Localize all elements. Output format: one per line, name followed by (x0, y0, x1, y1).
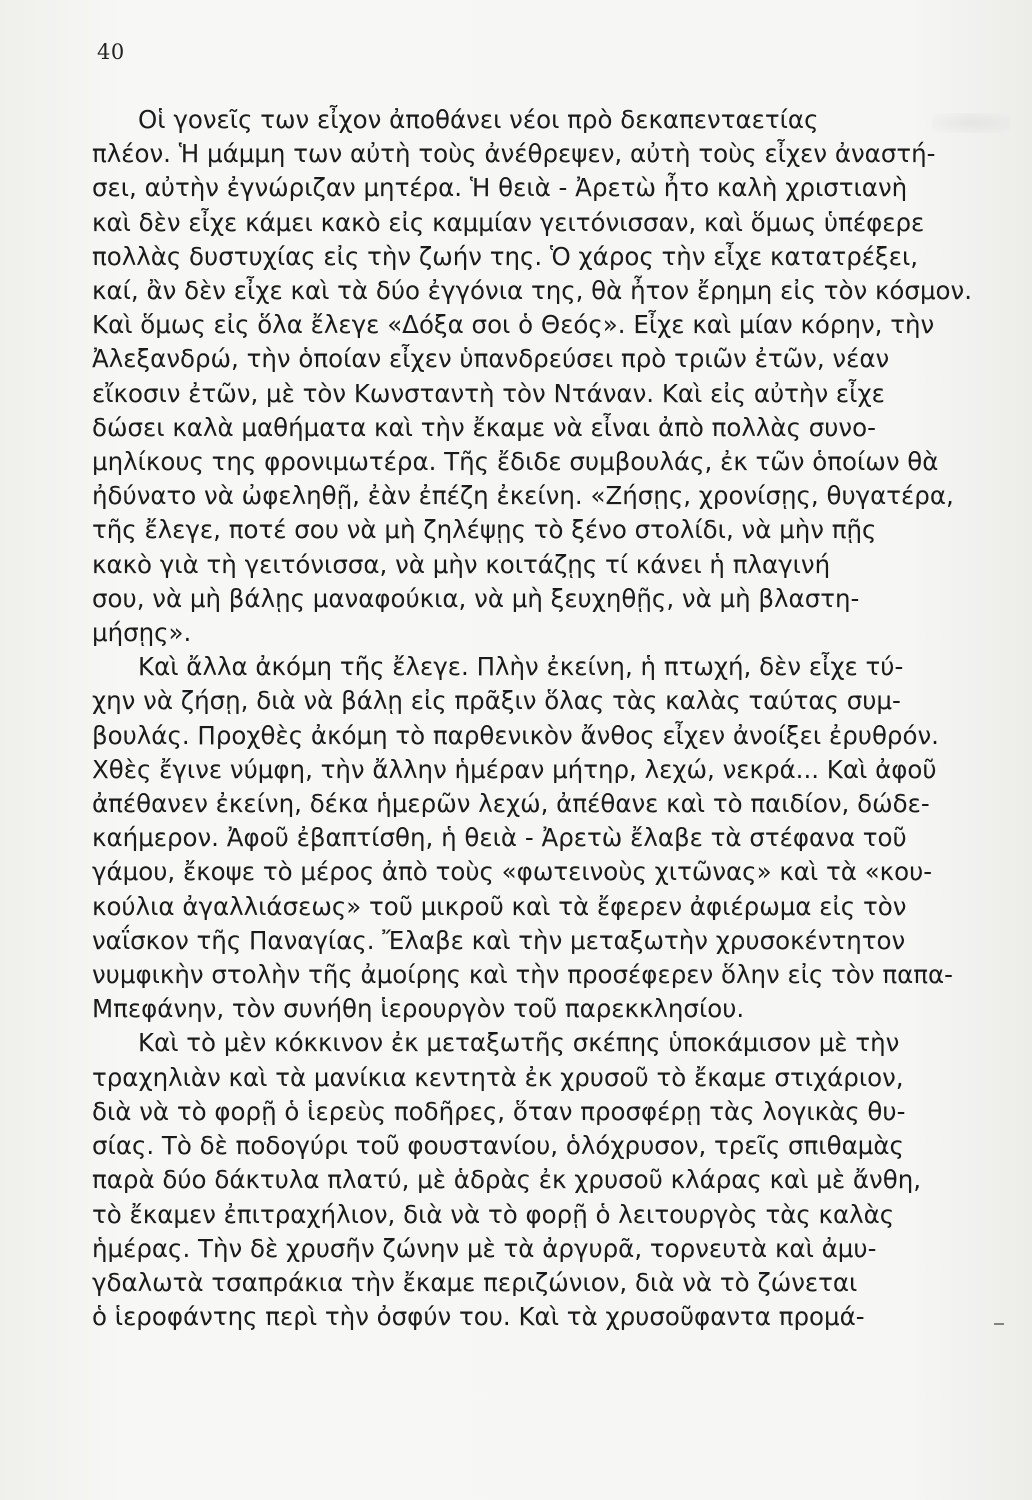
text-line: πλέον. Ἡ μάμμη των αὐτὴ τοὺς ἀνέθρεψεν, αὐτὴ τοὺς εἶχεν ἀναστή- (92, 139, 936, 169)
text-line: κούλια ἀγαλλιάσεως» τοῦ μικροῦ καὶ τὰ ἔφερεν ἀφιέρωμα εἰς τὸν (92, 891, 907, 921)
text-line: μήσῃς». (92, 618, 192, 648)
text-line: τραχηλιὰν καὶ τὰ μανίκια κεντητὰ ἐκ χρυσοῦ τὸ ἔκαμε στιχάριον, (92, 1062, 904, 1092)
margin-mark (994, 1323, 1004, 1325)
text-line: δώσει καλὰ μαθήματα καὶ τὴν ἔκαμε νὰ εἶναι ἀπὸ πολλὰς συνο- (92, 412, 876, 442)
text-line: εἴκοσιν ἐτῶν, μὲ τὸν Κωνσταντὴ τὸν Ντάναν. Καὶ εἰς αὐτὴν εἶχε (92, 378, 885, 408)
text-line: Οἱ γονεῖς των εἶχον ἀποθάνει νέοι πρὸ δεκαπενταετίας (138, 105, 819, 134)
body-text (92, 103, 972, 1334)
text-line: ὁ ἱεροφάντης περὶ τὴν ὀσφύν του. Καὶ τὰ χρυσοῦφαντα προμά- (92, 1302, 865, 1332)
paragraph-3 (92, 1026, 958, 1334)
text-line: γδαλωτὰ τσαπράκια τὴν ἔκαμε περιζώνιον, διὰ νὰ τὸ ζώνεται (92, 1267, 858, 1297)
text-line: σου, νὰ μὴ βάλῃς μαναφούκια, νὰ μὴ ξευχηθῇς, νὰ μὴ βλαστη- (92, 583, 860, 613)
text-line: τῆς ἔλεγε, ποτέ σου νὰ μὴ ζηλέψῃς τὸ ξένο στολίδι, νὰ μὴν πῇς (92, 515, 877, 545)
text-line: διὰ νὰ τὸ φορῇ ὁ ἱερεὺς ποδῆρες, ὅταν προσφέρῃ τὰς λογικὰς θυ- (92, 1096, 906, 1126)
text-line: χην νὰ ζήσῃ, διὰ νὰ βάλῃ εἰς πρᾶξιν ὅλας τὰς καλὰς ταύτας συμ- (92, 686, 901, 716)
text-line: μηλίκους της φρονιμωτέρα. Τῆς ἔδιδε συμβουλάς, ἐκ τῶν ὁποίων θὰ (92, 447, 939, 477)
text-line: Μπεφάνην, τὸν συνήθη ἱερουργὸν τοῦ παρεκκλησίου. (92, 994, 745, 1024)
text-line: Καὶ ὅμως εἰς ὅλα ἔλεγε «Δόξα σοι ὁ Θεός». Εἶχε καὶ μίαν κόρην, τὴν (92, 310, 935, 340)
text-line: Ἀλεξανδρώ, τὴν ὁποίαν εἶχεν ὑπανδρεύσει πρὸ τριῶν ἐτῶν, νέαν (92, 344, 890, 374)
paragraph-2 (92, 650, 958, 1026)
text-line: καὶ δὲν εἶχε κάμει κακὸ εἰς καμμίαν γειτόνισσαν, καὶ ὅμως ὑπέφερε (92, 207, 925, 237)
text-line: βουλάς. Προχθὲς ἀκόμη τὸ παρθενικὸν ἄνθος εἶχεν ἀνοίξει ἐρυθρόν. (92, 720, 939, 750)
text-line: Χθὲς ἔγινε νύμφη, τὴν ἄλλην ἡμέραν μήτηρ, λεχώ, νεκρά... Καὶ ἀφοῦ (92, 754, 937, 784)
text-line: νυμφικὴν στολὴν τῆς ἀμοίρης καὶ τὴν προσέφερεν ὅλην εἰς τὸν παπα- (92, 960, 954, 990)
text-line: Καὶ ἄλλα ἀκόμη τῆς ἔλεγε. Πλὴν ἐκείνη, ἡ πτωχή, δὲν εἶχε τύ- (138, 652, 904, 682)
text-line: τὸ ἔκαμεν ἐπιτραχήλιον, διὰ νὰ τὸ φορῇ ὁ λειτουργὸς τὰς καλὰς (92, 1199, 895, 1229)
text-line: κακὸ γιὰ τὴ γειτόνισσα, νὰ μὴν κοιτάζῃς τί κάνει ἡ πλαγινή (92, 549, 831, 579)
paragraph-1 (92, 103, 972, 650)
text-line: ἠδύνατο νὰ ὠφεληθῇ, ἐὰν ἐπέζη ἐκείνη. «Ζήσῃς, χρονίσῃς, θυγατέρα, (92, 481, 954, 511)
text-line: ναΐσκον τῆς Παναγίας. Ἔλαβε καὶ τὴν μεταξωτὴν χρυσοκέντητον (92, 925, 906, 955)
text-line: ἀπέθανεν ἐκείνη, δέκα ἡμερῶν λεχώ, ἀπέθανε καὶ τὸ παιδίον, δώδε- (92, 789, 930, 819)
text-line: ἡμέρας. Τὴν δὲ χρυσῆν ζώνην μὲ τὰ ἀργυρᾶ, τορνευτὰ καὶ ἀμυ- (92, 1233, 877, 1263)
text-line: παρὰ δύο δάκτυλα πλατύ, μὲ ἁδρὰς ἐκ χρυσοῦ κλάρας καὶ μὲ ἄνθη, (92, 1165, 922, 1195)
text-line: Καὶ τὸ μὲν κόκκινον ἐκ μεταξωτῆς σκέπης ὑποκάμισον μὲ τὴν (138, 1028, 900, 1058)
text-line: σίας. Τὸ δὲ ποδογύρι τοῦ φουστανίου, ὁλόχρυσον, τρεῖς σπιθαμὰς (92, 1131, 904, 1161)
text-line: καί, ἂν δὲν εἶχε καὶ τὰ δύο ἐγγόνια της, θὰ ἦτον ἔρημη εἰς τὸν κόσμον. (92, 276, 972, 306)
page-number: 40 (97, 40, 125, 64)
text-line: πολλὰς δυστυχίας εἰς τὴν ζωήν της. Ὁ χάρος τὴν εἶχε κατατρέξει, (92, 241, 919, 271)
text-line: καήμερον. Ἀφοῦ ἐβαπτίσθη, ἡ θειὰ - Ἀρετὼ ἔλαβε τὰ στέφανα τοῦ (92, 823, 907, 853)
text-line: γάμου, ἔκοψε τὸ μέρος ἀπὸ τοὺς «φωτεινοὺς χιτῶνας» καὶ τὰ «κου- (92, 857, 933, 887)
text-line: σει, αὐτὴν ἐγνώριζαν μητέρα. Ἡ θειὰ - Ἀρετὼ ἦτο καλὴ χριστιανὴ (92, 173, 908, 203)
